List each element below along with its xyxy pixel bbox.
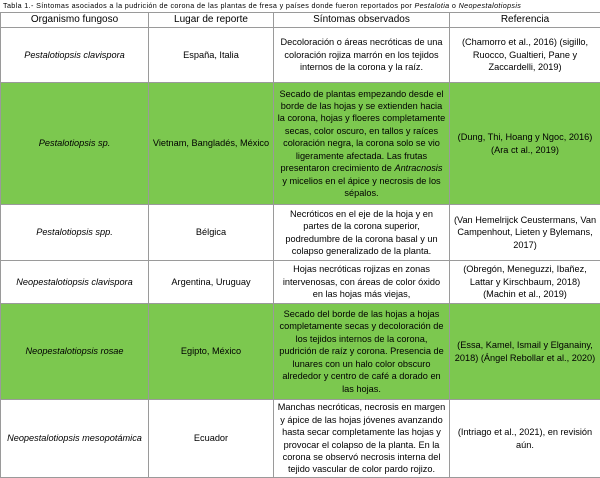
reference-cell: (Chamorro et al., 2016) (sigillo, Ruocco, Gualtieri, Pane y Zaccardelli, 2019) [450, 28, 600, 83]
header-place: Lugar de reporte [149, 13, 274, 28]
table-row [1, 205, 600, 261]
organism-cell: Neopestalotiopsis rosae [1, 304, 149, 400]
place-cell: Argentina, Uruguay [149, 261, 274, 304]
table-row [1, 400, 600, 478]
header-organism: Organismo fungoso [1, 13, 149, 28]
symptoms-cell: Manchas necróticas, necrosis en margen y ápice de las hojas jóvenes avanzando hasta secar completamente las hojas y provocar el colapso de la planta. En la corona se observó necrosis interna del tejido vascular de color pardo rojizo. [274, 400, 450, 478]
symptoms-table [0, 12, 600, 478]
table-caption: Tabla 1.- Síntomas asociados a la pudrición de corona de las plantas de fresa y países donde fueron reportados por Pestalotia o Neopestalotiopsis [3, 1, 599, 11]
organism-cell: Pestalotiopsis sp. [1, 83, 149, 205]
table-row [1, 83, 600, 205]
reference-cell: (Van Hemelrijck Ceustermans, Van Campenhout, Lieten y Bylemans, 2017) [450, 205, 600, 261]
symptoms-cell: Decoloración o áreas necróticas de una coloración rojiza marrón en los tejidos internos de la corona y la raíz. [274, 28, 450, 83]
place-cell: Bélgica [149, 205, 274, 261]
reference-cell: (Dung, Thi, Hoang y Ngoc, 2016) (Ara ct al., 2019) [450, 83, 600, 205]
organism-cell: Pestalotiopsis clavispora [1, 28, 149, 83]
organism-cell: Neopestalotiopsis mesopotámica [1, 400, 149, 478]
symptoms-cell: Secado del borde de las hojas a hojas completamente secas y decoloración de los tejidos internos de la corona, pudrición de raíz y corona. Presencia de lunares con un halo color obscuro alrededor y centro de café a dorado en las hojas. [274, 304, 450, 400]
table-row [1, 304, 600, 400]
organism-cell: Neopestalotiopsis clavispora [1, 261, 149, 304]
place-cell: Egipto, México [149, 304, 274, 400]
table-header-row [1, 13, 600, 28]
reference-cell: (Essa, Kamel, Ismail y Elganainy, 2018) (Ángel Rebollar et al., 2020) [450, 304, 600, 400]
header-reference: Referencia [450, 13, 600, 28]
symptoms-cell: Hojas necróticas rojizas en zonas intervenosas, con áreas de color óxido en las hojas más viejas, [274, 261, 450, 304]
reference-cell: (Intriago et al., 2021), en revisión aún. [450, 400, 600, 478]
symptoms-cell: Secado de plantas empezando desde el borde de las hojas y se extienden hacia la corona, hojas y floeres completamente secas, color oscuro, en tallos y raíces coloración negra, la corona solo se vio ligeramente afectada. Las frutas presentaron crecimiento de Antracnosis y micelios en el ápice y necrosis de los sépalos. [274, 83, 450, 205]
place-cell: Ecuador [149, 400, 274, 478]
table-row [1, 261, 600, 304]
table-row [1, 28, 600, 83]
reference-cell: (Obregón, Meneguzzi, Ibañez, Lattar y Kirschbaum, 2018) (Machin et al., 2019) [450, 261, 600, 304]
organism-cell: Pestalotiopsis spp. [1, 205, 149, 261]
place-cell: España, Italia [149, 28, 274, 83]
place-cell: Vietnam, Bangladés, México [149, 83, 274, 205]
header-symptoms: Síntomas observados [274, 13, 450, 28]
symptoms-cell: Necróticos en el eje de la hoja y en partes de la corona superior, podredumbre de la corona basal y un colapso generalizado de la planta. [274, 205, 450, 261]
